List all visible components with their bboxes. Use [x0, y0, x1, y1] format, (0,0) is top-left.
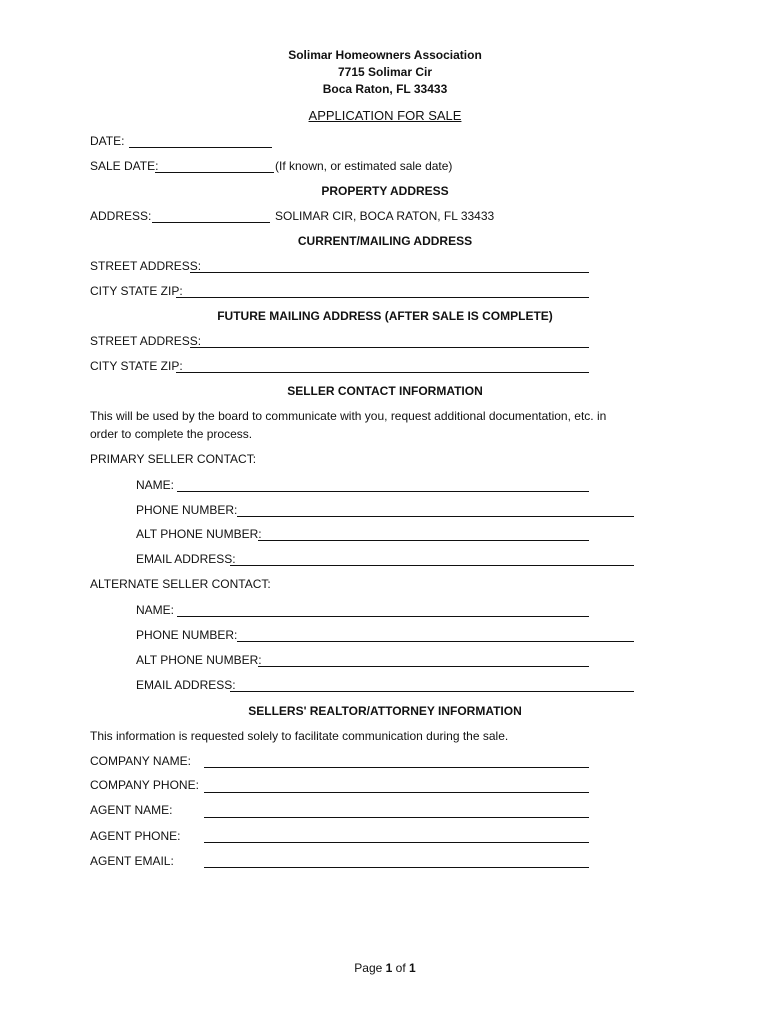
section-realtor-attorney: SELLERS' REALTOR/ATTORNEY INFORMATION [248, 704, 522, 718]
primary-seller-label: PRIMARY SELLER CONTACT: [90, 452, 257, 466]
primary-alt-phone-label: ALT PHONE NUMBER: [136, 527, 262, 541]
future-street-field[interactable] [190, 347, 589, 348]
form-title: APPLICATION FOR SALE [308, 108, 462, 123]
association-name: Solimar Homeowners Association [288, 48, 482, 62]
company-phone-field[interactable] [204, 792, 589, 793]
agent-phone-field[interactable] [204, 842, 589, 843]
association-street: 7715 Solimar Cir [337, 65, 433, 79]
realtor-intro: This information is requested solely to facilitate communication during the sale. [90, 729, 509, 743]
section-future-mailing: FUTURE MAILING ADDRESS (AFTER SALE IS COMPLETE) [217, 309, 553, 323]
page-word: Page [354, 961, 383, 975]
association-city: Boca Raton, FL 33433 [322, 82, 448, 96]
alternate-email-label: EMAIL ADDRESS: [136, 678, 236, 692]
primary-name-field[interactable] [177, 491, 589, 492]
alternate-email-field[interactable] [230, 691, 634, 692]
alternate-alt-phone-field[interactable] [258, 666, 589, 667]
future-csz-field[interactable] [176, 372, 589, 373]
alternate-name-label: NAME: [136, 603, 175, 617]
page-number: 1 [385, 961, 393, 975]
current-csz-label: CITY STATE ZIP: [90, 284, 183, 298]
section-seller-contact: SELLER CONTACT INFORMATION [287, 384, 483, 398]
future-csz-label: CITY STATE ZIP: [90, 359, 183, 373]
agent-name-field[interactable] [204, 817, 589, 818]
page-total: 1 [409, 961, 416, 975]
page-footer [0, 961, 770, 975]
company-name-field[interactable] [204, 767, 589, 768]
alternate-name-field[interactable] [177, 616, 589, 617]
section-current-mailing: CURRENT/MAILING ADDRESS [297, 234, 473, 248]
address-suffix: SOLIMAR CIR, BOCA RATON, FL 33433 [275, 209, 495, 223]
primary-name-label: NAME: [136, 478, 175, 492]
sale-date-note: (If known, or estimated sale date) [275, 159, 453, 173]
agent-name-label: AGENT NAME: [90, 803, 173, 817]
alternate-alt-phone-label: ALT PHONE NUMBER: [136, 653, 262, 667]
primary-alt-phone-field[interactable] [258, 540, 589, 541]
address-label: ADDRESS: [90, 209, 152, 223]
primary-email-label: EMAIL ADDRESS: [136, 552, 236, 566]
alternate-seller-label: ALTERNATE SELLER CONTACT: [90, 577, 271, 591]
alternate-phone-field[interactable] [237, 641, 634, 642]
agent-email-label: AGENT EMAIL: [90, 854, 174, 868]
company-phone-label: COMPANY PHONE: [90, 778, 199, 792]
alternate-phone-label: PHONE NUMBER: [136, 628, 238, 642]
agent-email-field[interactable] [204, 867, 589, 868]
current-street-field[interactable] [190, 272, 589, 273]
current-street-label: STREET ADDRESS: [90, 259, 202, 273]
seller-intro-line1: This will be used by the board to communicate with you, request additional documentation, etc. in [90, 409, 607, 423]
address-number-field[interactable] [152, 222, 270, 223]
future-street-label: STREET ADDRESS: [90, 334, 202, 348]
agent-phone-label: AGENT PHONE: [90, 829, 181, 843]
of-word: of [395, 961, 406, 975]
date-field[interactable] [129, 147, 272, 148]
seller-intro-line2: order to complete the process. [90, 427, 253, 441]
date-label: DATE: [90, 134, 125, 148]
company-name-label: COMPANY NAME: [90, 754, 191, 768]
current-csz-field[interactable] [176, 297, 589, 298]
primary-phone-label: PHONE NUMBER: [136, 503, 238, 517]
sale-date-label: SALE DATE: [90, 159, 159, 173]
section-property-address: PROPERTY ADDRESS [321, 184, 449, 198]
primary-email-field[interactable] [230, 565, 634, 566]
primary-phone-field[interactable] [237, 516, 634, 517]
sale-date-field[interactable] [155, 172, 274, 173]
